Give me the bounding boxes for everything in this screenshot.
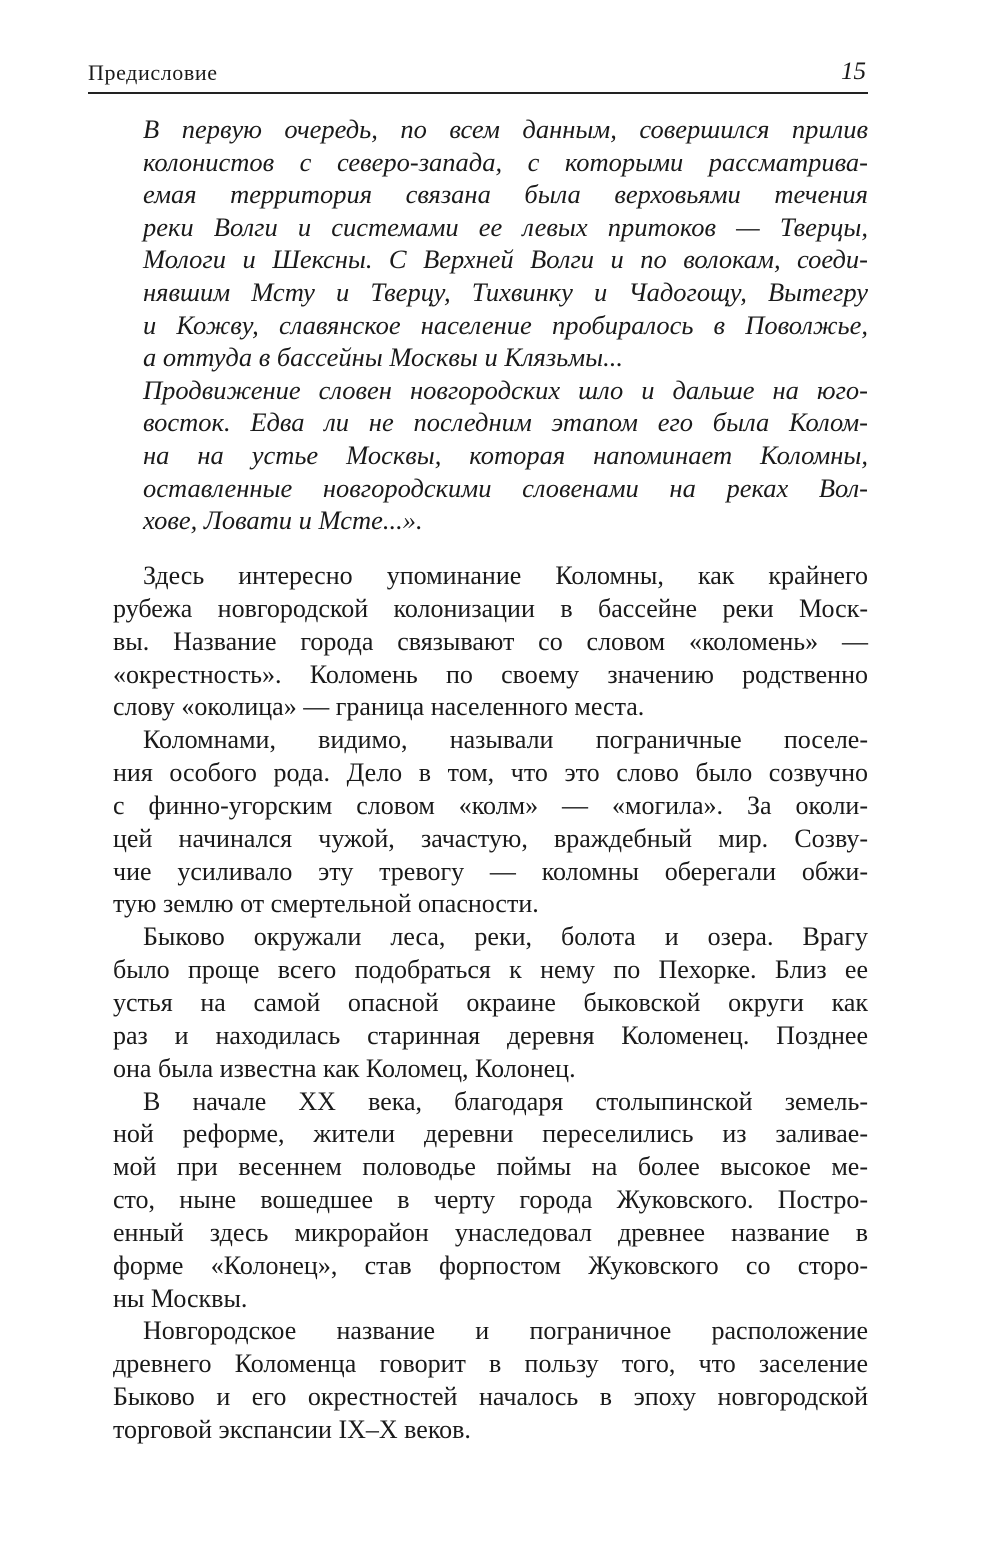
text-line: емая территория связана была верховьями течения xyxy=(143,179,868,210)
text-line: Здесь интересно упоминание Коломны, как крайнего xyxy=(143,561,868,590)
text-line: Продвижение словен новгородских шло и дальше на юго- xyxy=(143,374,868,405)
text-line: ны Москвы. xyxy=(113,1283,248,1313)
text-line: ния особого рода. Дело в том, что это слово было созвучно xyxy=(113,758,868,788)
text-line: торговой экспансии IX–X веков. xyxy=(113,1414,471,1444)
running-header xyxy=(88,58,868,92)
text-line: сто, ныне вошедшее в черту города Жуковского. Постро- xyxy=(113,1185,868,1215)
text-line: устья на самой опасной окраине быковской округи как xyxy=(113,987,868,1017)
text-line: древнего Коломенца говорит в пользу того, что заселение xyxy=(113,1349,868,1379)
text-line: «окрестность». Коломень по своему значению родственно xyxy=(113,659,868,689)
page-number: 15 xyxy=(841,58,866,85)
text-line: рубежа новгородской колонизации в бассейне реки Моск- xyxy=(113,593,868,623)
text-line: реки Волги и системами ее левых притоков — Тверцы, xyxy=(143,211,868,242)
text-line: оставленные новгородскими словенами на реках Вол- xyxy=(143,472,868,503)
quotation-block xyxy=(143,113,868,537)
header-rule xyxy=(88,92,868,94)
text-line: раз и находилась старинная деревня Коломенец. Позднее xyxy=(113,1020,868,1050)
body-paragraph xyxy=(113,724,868,921)
text-line: восток. Едва ли не последним этапом его была Колом- xyxy=(143,407,868,438)
text-line: мой при весеннем половодье поймы на более высокое ме- xyxy=(113,1152,868,1182)
text-line: Новгородское название и пограничное расположение xyxy=(143,1316,868,1346)
text-line: цей начинался чужой, зачастую, враждебный мир. Созву- xyxy=(113,823,868,853)
text-line: на на устье Москвы, которая напоминает Коломны, xyxy=(143,439,868,470)
text-line: енный здесь микрорайон унаследовал древнее название в xyxy=(113,1217,868,1247)
body-paragraph xyxy=(113,1086,868,1316)
body-paragraph xyxy=(113,921,868,1085)
body-paragraph xyxy=(113,560,868,724)
text-line: она была известна как Коломец, Колонец. xyxy=(113,1053,576,1083)
text-line: слову «околица» — граница населенного места. xyxy=(113,692,645,722)
text-line: было проще всего подобраться к нему по Пехорке. Близ ее xyxy=(113,955,868,985)
quote-paragraph xyxy=(143,374,868,537)
text-line: Быково и его окрестностей началось в эпоху новгородской xyxy=(113,1382,868,1412)
text-line: Мологи и Шексны. С Верхней Волги и по волокам, соеди- xyxy=(143,244,868,275)
text-line: нявшим Мсту и Тверцу, Тихвинку и Чадогощу, Вытегру xyxy=(143,276,868,307)
text-line: тую землю от смертельной опасности. xyxy=(113,889,539,919)
text-line: Быково окружали леса, реки, болота и озера. Врагу xyxy=(143,922,868,952)
text-line: форме «Колонец», став форпостом Жуковского со сторо- xyxy=(113,1250,868,1280)
text-line: с финно-угорским словом «колм» — «могила». За околи- xyxy=(113,790,868,820)
text-line: В начале XX века, благодаря столыпинской земель- xyxy=(143,1086,868,1116)
text-line: колонистов с северо-запада, с которыми рассматрива- xyxy=(143,146,868,177)
quote-paragraph xyxy=(143,113,868,374)
text-line: чие усиливало эту тревогу — коломны оберегали обжи- xyxy=(113,856,868,886)
text-line: хове, Ловати и Мсте...». xyxy=(143,505,423,536)
body-paragraph xyxy=(113,1315,868,1446)
text-line: а оттуда в бассейны Москвы и Клязьмы... xyxy=(143,342,623,373)
text-line: вы. Название города связывают со словом «коломень» — xyxy=(113,626,868,656)
body-text xyxy=(113,560,868,1447)
section-title: Предисловие xyxy=(88,60,218,85)
text-line: и Кожву, славянское население пробиралось в Поволжье, xyxy=(143,309,868,340)
text-line: ной реформе, жители деревни переселились из заливае- xyxy=(113,1119,868,1149)
text-line: Коломнами, видимо, называли пограничные поселе- xyxy=(143,725,868,755)
text-line: В первую очередь, по всем данным, совершился прилив xyxy=(143,114,868,144)
